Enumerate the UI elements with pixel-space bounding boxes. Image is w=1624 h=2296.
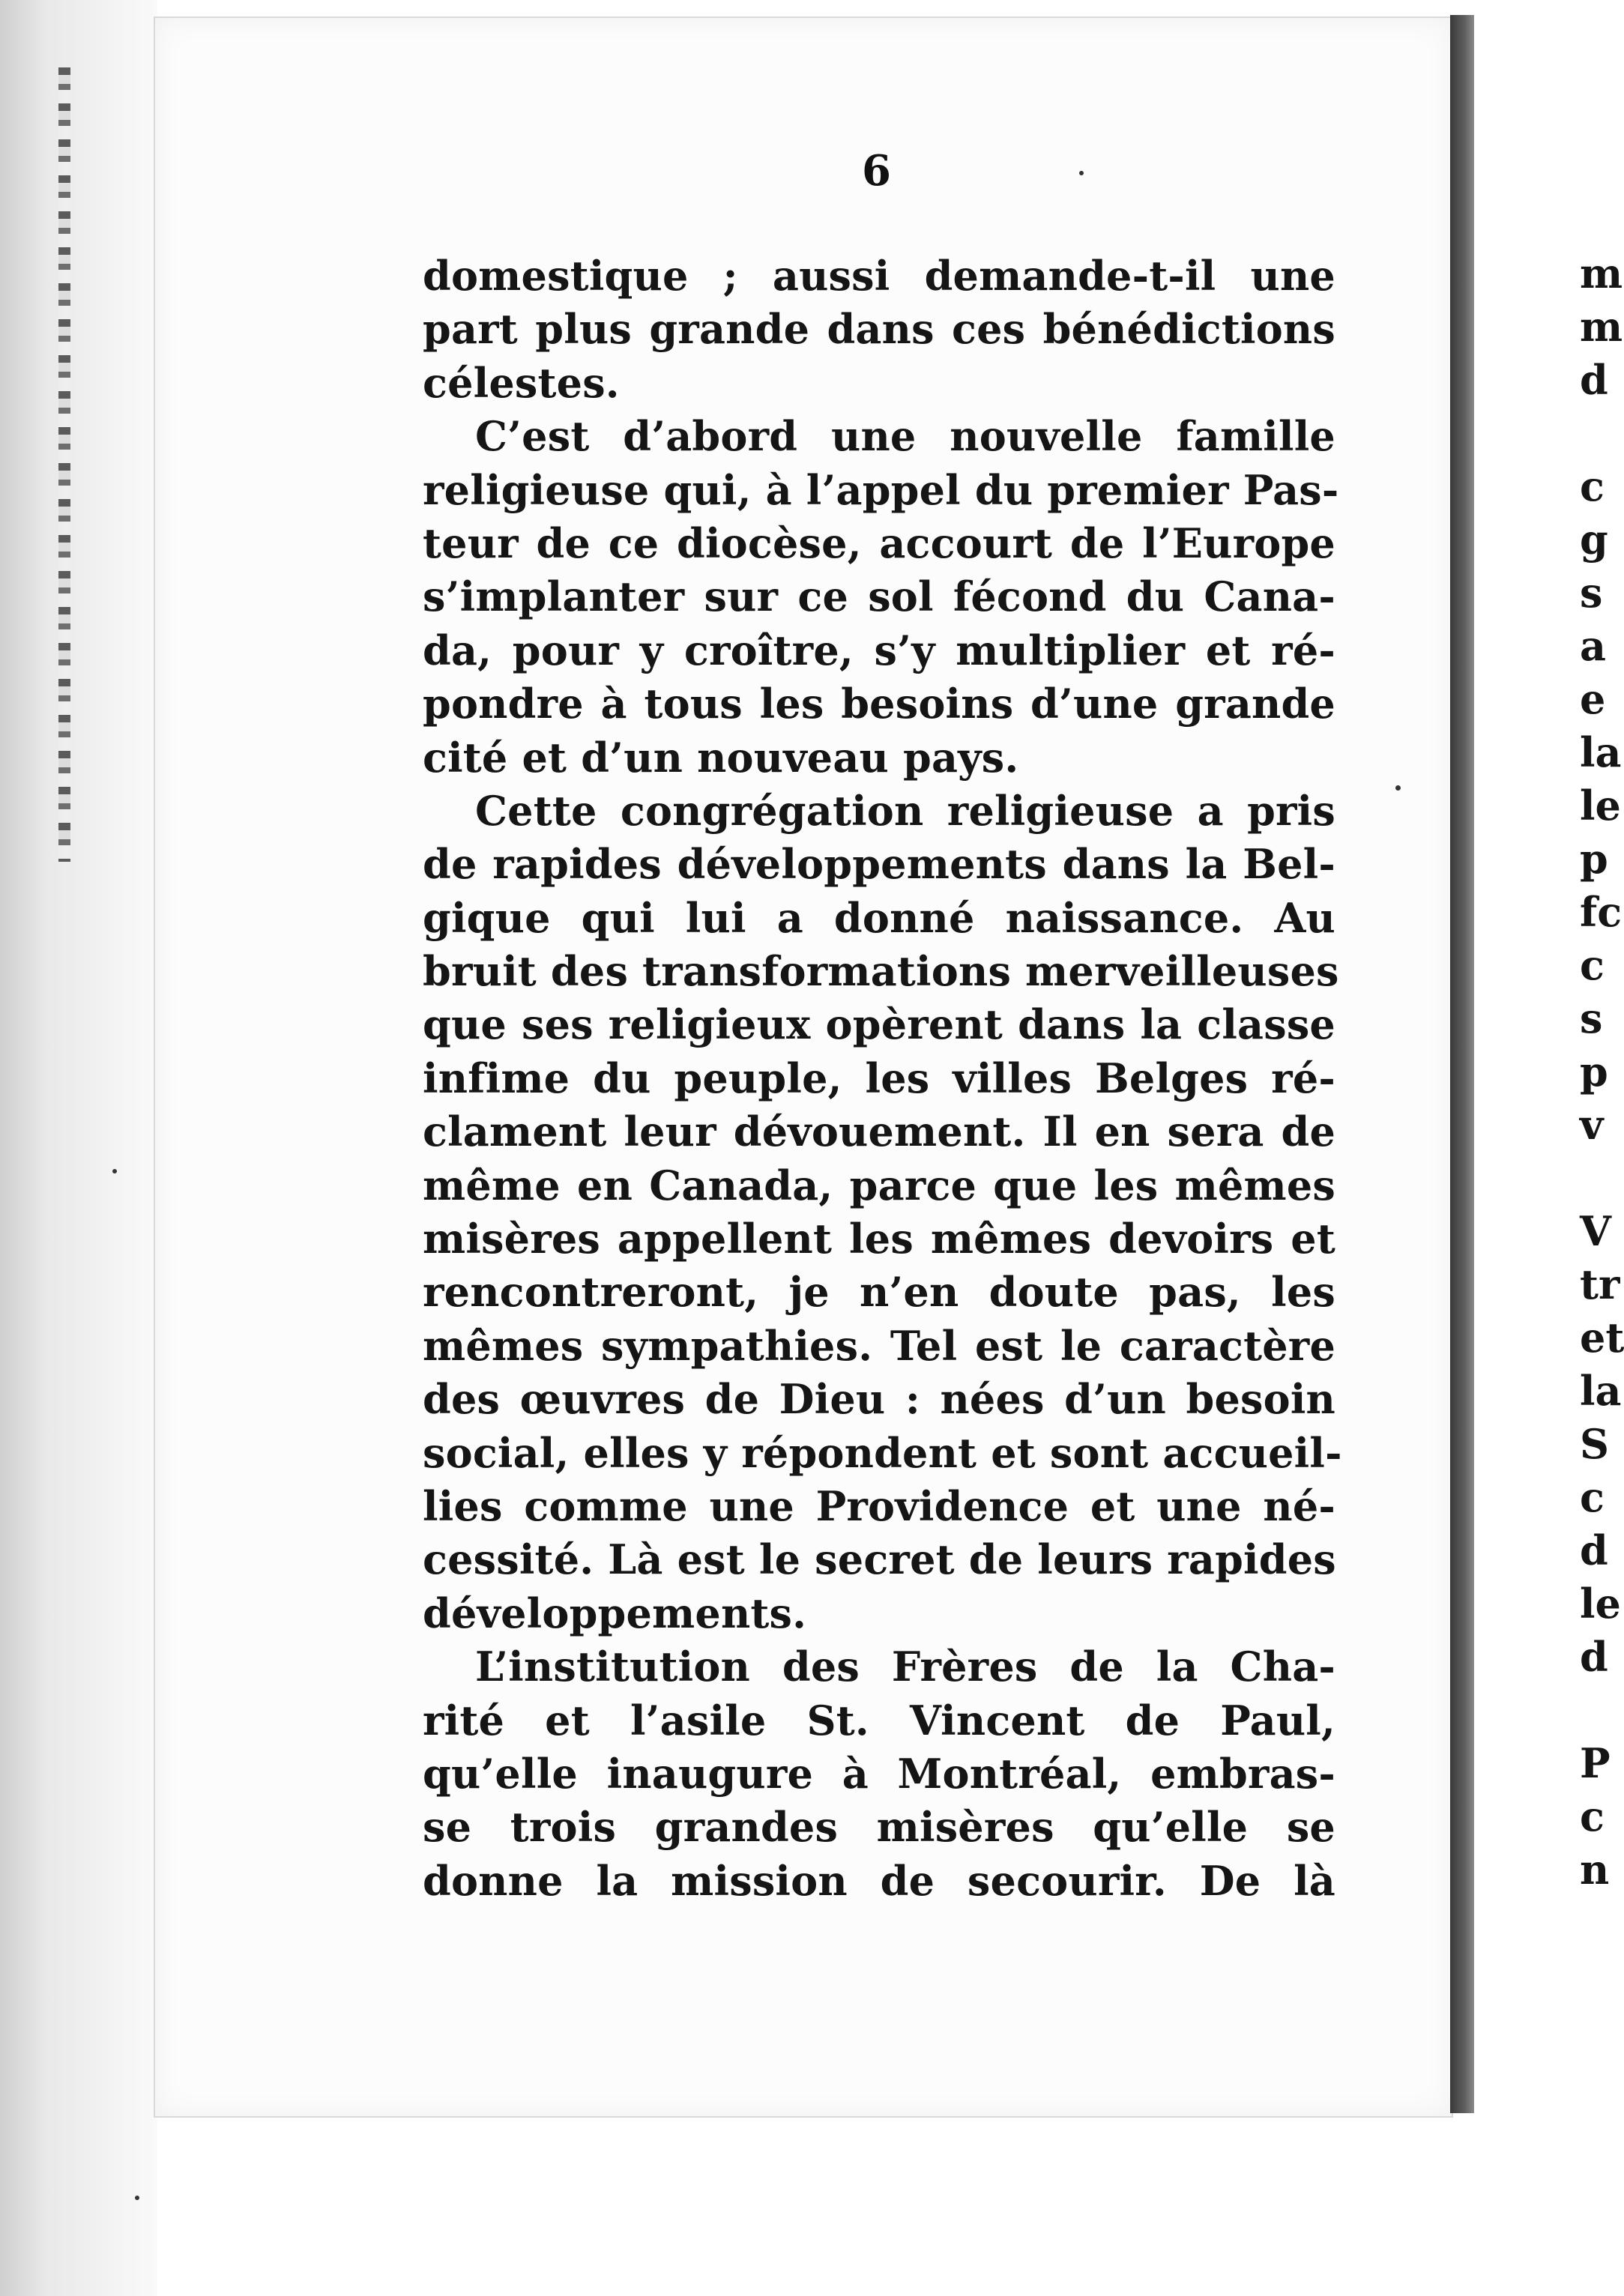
scan-speck	[1395, 785, 1401, 791]
text-line: qu’elle inaugure à Montréal, embras-	[423, 1749, 1335, 1798]
next-page-fragment: tr	[1580, 1260, 1620, 1308]
next-page-fragment: c	[1580, 941, 1605, 989]
text-line: lies comme une Providence et une né-	[423, 1481, 1335, 1530]
text-line: teur de ce diocèse, accourt de l’Europe	[423, 519, 1335, 567]
text-line: social, elles y répondent et sont accueil-	[423, 1428, 1342, 1477]
text-line: religieuse qui, à l’appel du premier Pas-	[423, 465, 1339, 514]
text-line: infime du peuple, les villes Belges ré-	[423, 1054, 1335, 1102]
page-gutter-shadow	[1450, 15, 1474, 2113]
next-page-fragment: P	[1580, 1739, 1611, 1787]
next-page-fragment: la	[1580, 728, 1622, 776]
next-page-fragment: s	[1580, 994, 1603, 1042]
next-page-fragment: la	[1580, 1367, 1622, 1415]
text-line: clament leur dévouement. Il en sera de	[423, 1108, 1335, 1156]
next-page-fragment: le	[1580, 782, 1621, 830]
text-line: L’institution des Frères de la Cha-	[475, 1643, 1335, 1691]
scan-speck	[1079, 171, 1084, 175]
text-line: cité et d’un nouveau pays.	[423, 733, 1019, 782]
text-line: part plus grande dans ces bénédictions	[423, 305, 1335, 354]
next-page-fragment: d	[1580, 1633, 1608, 1681]
text-line: bruit des transformations merveilleuses	[423, 947, 1339, 996]
text-line: rencontreront, je n’en doute pas, les	[423, 1268, 1335, 1317]
text-line: C’est d’abord une nouvelle famille	[475, 412, 1335, 461]
text-line: pondre à tous les besoins d’une grande	[423, 680, 1335, 728]
next-page-fragment: c	[1580, 1792, 1605, 1840]
text-line: rité et l’asile St. Vincent de Paul,	[423, 1696, 1335, 1744]
text-line: domestique ; aussi demande-t-il une	[423, 252, 1335, 300]
page-number: 6	[862, 146, 891, 196]
next-page-fragment: c	[1580, 462, 1605, 510]
text-line: mêmes sympathies. Tel est le caractère	[423, 1321, 1335, 1370]
next-page-fragment: v	[1580, 1101, 1604, 1149]
scan-speck	[135, 2196, 139, 2200]
next-page-fragment: a	[1580, 622, 1606, 670]
next-page-fragment: et	[1580, 1314, 1624, 1362]
text-line: des œuvres de Dieu : nées d’un besoin	[423, 1375, 1335, 1424]
next-page-fragment: m	[1580, 303, 1623, 351]
next-page-fragment: g	[1580, 516, 1608, 564]
next-page-fragment: fc	[1580, 888, 1623, 936]
next-page-fragment: e	[1580, 675, 1606, 723]
text-line: célestes.	[423, 358, 620, 407]
next-page-fragment: p	[1580, 1048, 1608, 1096]
text-line: développements.	[423, 1589, 807, 1637]
text-line: da, pour y croître, s’y multiplier et ré-	[423, 626, 1335, 674]
text-line: gique qui lui a donné naissance. Au	[423, 893, 1335, 942]
next-page-fragment: V	[1580, 1207, 1611, 1255]
next-page-fragment: s	[1580, 569, 1603, 617]
text-line: Cette congrégation religieuse a pris	[475, 786, 1335, 835]
text-line: cessité. Là est le secret de leurs rapides	[423, 1535, 1336, 1584]
text-line: se trois grandes misères qu’elle se	[423, 1803, 1335, 1852]
adjacent-page-edge	[58, 67, 70, 862]
text-line: même en Canada, parce que les mêmes	[423, 1161, 1335, 1209]
scan-left-margin	[0, 0, 157, 2296]
text-line: que ses religieux opèrent dans la classe	[423, 1000, 1335, 1049]
page-body-text	[423, 250, 1342, 1908]
next-page-fragment: le	[1580, 1580, 1621, 1628]
next-page-fragment: n	[1580, 1846, 1610, 1894]
next-page-fragment: d	[1580, 356, 1608, 404]
text-line: s’implanter sur ce sol fécond du Cana-	[423, 573, 1335, 621]
next-page-fragment: S	[1580, 1420, 1609, 1468]
text-line: donne la mission de secourir. De là	[423, 1856, 1335, 1905]
next-page-fragment: m	[1580, 250, 1623, 297]
next-page-fragment: d	[1580, 1526, 1608, 1574]
text-line: de rapides développements dans la Bel-	[423, 840, 1335, 889]
text-line: misères appellent les mêmes devoirs et	[423, 1215, 1335, 1263]
next-page-fragment: c	[1580, 1473, 1605, 1521]
scan-speck	[112, 1169, 117, 1173]
next-page-fragment: p	[1580, 835, 1608, 883]
